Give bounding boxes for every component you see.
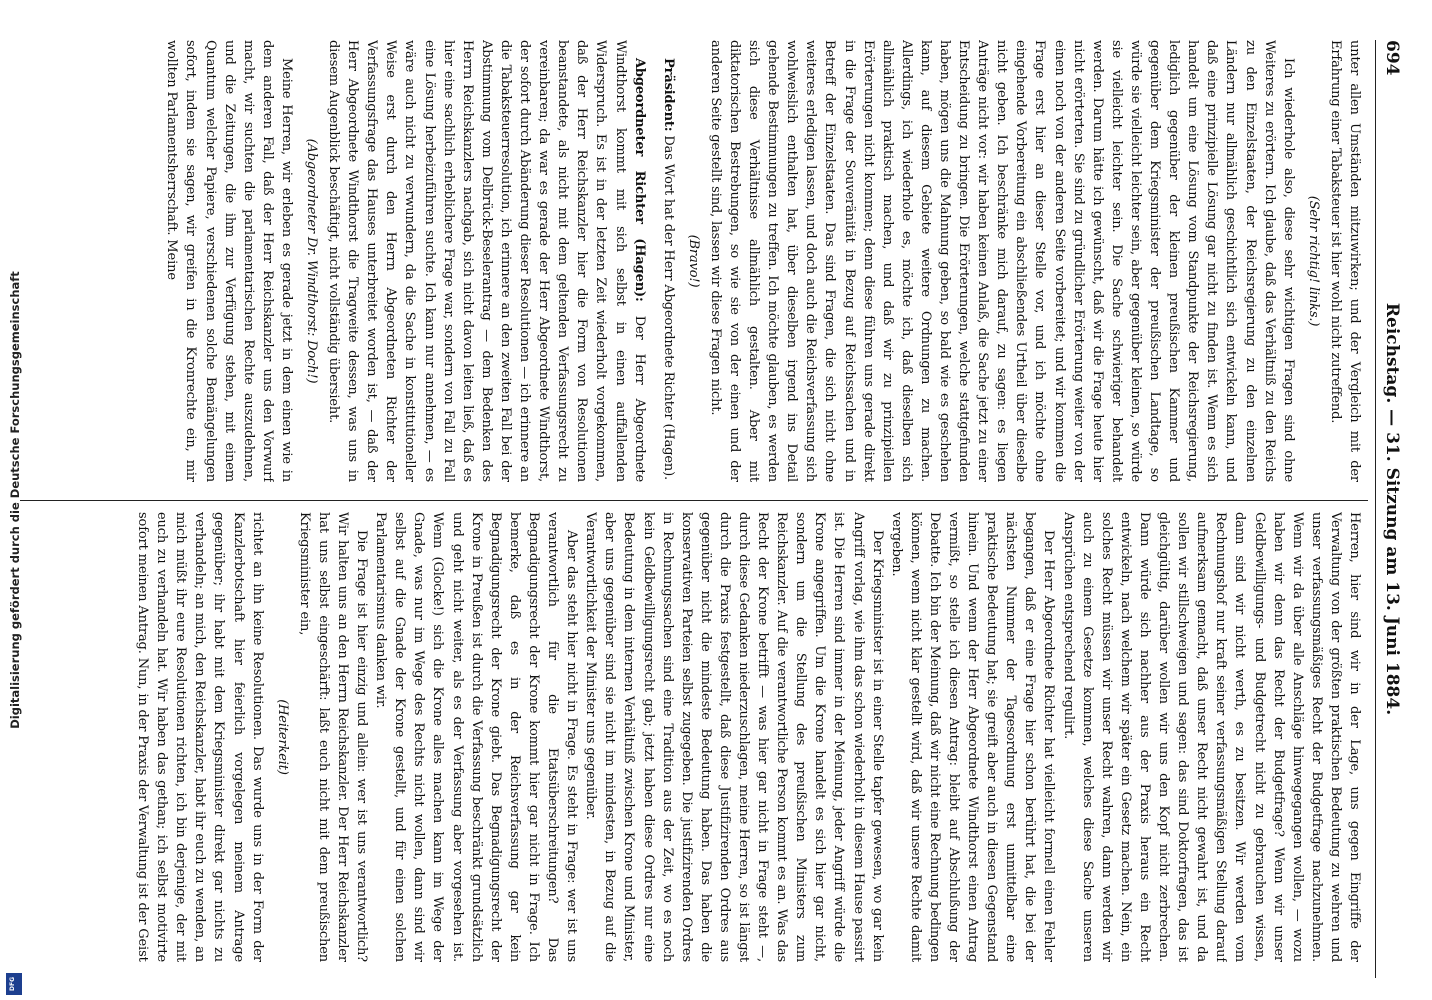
paragraph: richtet an ihn keine Resolutionen. Das wurde uns in der Form der Kanzlerbotschaft hier feierlich vorgelegen meinem Antrage gegenüber; ihr habt mit dem Kriegsminister direkt gar nichts zu verhandeln; an mich, den Reichskanzler, habt ihr euch zu wenden, an mich müßt ihr eure Resolutionen richten, ich bin derjenige, der mit euch zu verhandeln hat. Wir haben das gethan; ich selbst motivirte sofort meinen Antrag. Nun, in der Praxis der Verwaltung ist der Geist: [135, 512, 265, 962]
paragraph: unter allen Umständen mitzuwirken; und der Vergleich mit der Erfahrung einer Tabaksteuer ist hier wohl nicht zutreffend.: [1327, 40, 1362, 482]
speech-text: Der Herr Abgeordnete Windthorst kommt mit sich selbst in einen auffallenden Widerspruch. Es ist in der letzten Zeit wiederholt vorgekommen, daß der Herr Reichskanzler hier die Form von Resolutionen beanstandete, als nicht mit dem geltenden Verfassungsrecht zu vereinbaren; da war es gerade der Herr Abgeordnete Windthorst, der sofort durch Abänderung dieser Resolutionen — ich erinnere an die Tabaksteuerresolution, ich erinnere an den zweiten Fall bei der Abstimmung vom Delbrück-Beselerantrag — dem Bedenken des Herrn Reichskanzlers nachgab, sich nicht davon leiten ließ, daß es hier eine sachlich erheblichere Frage war, sondern von Fall zu Fall eine Lösung herbeizuführen suchte. Ich kann nur annehmen, — es wäre auch nicht zu verwundern, da die Sache in konstitutioneller Weise erst durch den Herrn Abgeordneten Richter der Verfassungsfrage das Hauses unterbreitet worden ist, — daß der Herr Abgeordnete Windthorst die Tragweite dessen, was uns in diesem Augenblick beschäftigt, nicht vollständig übersieht.: [326, 40, 647, 482]
paragraph: Die Frage ist hier einzig und allein: wer ist uns verantwortlich? Wir halten uns an den Herrn Reichskanzler. Der Herr Reichskanzler hat uns selbst eingeschärft: laßt euch nicht mit dem preußischen Kriegsminister ein,: [296, 512, 370, 962]
speaker-name: Abgeordneter Richter (Hagen):: [631, 58, 647, 302]
paragraph: Ich wiederhole also, diese sehr wichtigen Fragen sind ohne Weiteres zu erörtern. Ich glaube, daß das Verhältniß zu den Reichs zu den Einzelstaaten, der Reichsregierung zu den einzelnen Ländern nur allmählich geschichtlich sich entwickeln kann, und daß eine prinzipielle Lösung gar nicht zu finden ist. Wenn es sich handelt um eine Lösung vom Standpunkte der Reichsregierung, lediglich gegenüber der kleinen preußischen Kammer und gegenüber dem Kriegsminister der preußischen Landtage, so würde sie vielleicht leichter sein, aber gegenüber kleinen, so würde sie vielleicht leichter sein. Die Sache schwieriger behandelt werden. Darum hätte ich gewünscht, daß wir die Frage heute hier nicht erörterten. Sie sind zu gründlicher Erörterung weiter von der einen noch von der anderen Seite vorbereitet; und wir kommen die Frage erst hier an dieser Stelle vor, und ich möchte ohne eingehende Vorbereitung ein abschließendes Urtheil über dieselbe nicht geben. Ich beschränke mich darauf, zu sagen: es liegen Anträge nicht vor: wir haben keinen Anlaß, die Sache jetzt zu einer Entscheidung zu bringen. Die Erörterungen, welche stattgefunden haben, mögen uns die Mahnung geben, so bald wie es geschehen kann, auf diesem Gebiete weitere Ordnungen zu machen. Allerdings, ich wiederhole es, möchte ich, daß dieselben sich allmählich praktisch machen, und daß wir zu prinzipiellen Erörterungen nicht kommen; denn diese führen uns gerade direkt in die Frage der Souveränität in Bezug auf Reichssachen und in Betreff der Einzelstaaten. Das sind Fragen, die sich nicht ohne weiteres erledigen lassen, und doch auch die Reichsverfassung sich wohlweislich enthalten hat, über dieselben irgend ins Detail gehende Bestimmungen zu treffen. Ich möchte glauben, es werden sich diese Verhältnisse allmählich gestalten. Aber mit diktatorischen Bestrebungen, so wie sie von der einen und der anderen Seite gestellt sind, lassen wir diese Fragen nicht.: [707, 40, 1296, 482]
dfg-logo-icon: [5, 972, 23, 996]
speaker-paragraph: [659, 40, 678, 482]
speech-text: Das Wort hat der Herr Abgeordnete Richter (Hagen).: [660, 135, 676, 481]
interjection: (Abgeordneter Dr. Windthorst: Doch!): [304, 138, 320, 384]
column-divider: [20, 500, 1368, 501]
interjection: (Bravo!): [685, 234, 701, 288]
logo-text: DFG: [9, 976, 16, 992]
paragraph: Aber das steht hier nicht in Frage. Es steht in Frage: wer ist uns verantwortlich für die Etatsüberschreitungen? Das Begnadigungsrecht der Krone kommt hier gar nicht in Frage. Ich bemerke, daß es in der Reichsverfassung gar kein Begnadigungsrecht der Krone giebt. Das Begnadigungsrecht der Krone in Preußen ist durch die Verfassung beschränkt grundsätzlich und geht nicht weiter, als es der Verfassung aber vorgesehen ist. Wenn (Glocke!) sich die Krone alles machen kann im Wege der Gnade, was nur im Wege des Rechts nicht wollen, dann sind wir selbst auf die Gnade der Krone gestellt, und für einen solchen Parlamentarismus danken wir.: [373, 512, 580, 962]
paragraph: Meine Herren, wir erleben es gerade jetzt in dem einen wie in dem anderen Fall, daß der Herr Reichskanzler uns den Vorwurf macht, wir suchten die parlamentarischen Rechte auszudehnen, und die Zeitungen, die ihm zur Verfügung stehen, mit einem Quantum welcher Papiere, verschiedenen solche Bemängelungen sofort, indem sie sagen, wir greifen in die Kronrechte ein, mir wollten Parlamentsherrschaft. Meine: [164, 40, 294, 482]
page-number: 694: [1382, 40, 1402, 76]
page-header: [1376, 40, 1402, 978]
digitization-credit: [8, 0, 22, 1000]
credit-text: Digitalisierung gefördert durch die Deutsche Forschungsgemeinschaft: [8, 271, 22, 729]
paragraph: Der Herr Abgeordnete Richter hat vielleicht formell einen Fehler begangen, daß er eine Frage hier schon berührt hat, die bei der nächsten Nummer der Tagesordnung erst unmittelbar eine praktische Bedeutung hat; sie greift aber auch in diesen Gegenstand hinein. Und wenn der Herr Abgeordnete Windthorst einen Antrag vermißt, so stelle ich diesen Antrag: bleibt auf Abschlußung der Debatte. Ich bin der Meinung, daß wir nicht eine Rechnung bedingen können, wenn nicht klar gestellt wird, daß wir unsere Rechte damit vergeben.: [888, 512, 1057, 962]
interjection: (Sehr richtig! links.): [1305, 195, 1321, 327]
right-column: [14, 512, 1364, 962]
running-title: Reichstag. — 31. Sitzung am 13. Juni 1884.: [1382, 302, 1402, 716]
paragraph: Der Kriegsminister ist in einer Stelle tapfer gewesen, wo gar kein Angriff vorlag, wie ihm das schon wiederholt in diesem Hause passirt ist. Die Herren sind immer in der Meinung, jeder Angriff würde die Krone angegriffen. Um die Krone handelt es sich hier gar nicht, sondern um die Stellung des preußischen Ministers zum Reichskanzler. Auf die verantwortliche Person kommt es an. Was das Recht der Krone betrifft — was hier gar nicht in Frage steht —, durch diese Gedanken niederzuschlagen, meine Herren, so ist längst durch die Praxis festgestellt, daß diese Justifizirenden Ordres aus gegenüber nicht die mindeste Bedeutung haben. Das haben die konservativen Parteien selbst zugegeben. Die justifizirenden Ordres in Rechnungssachen sind eine Tradition aus der Zeit, wo es noch kein Geldbewilligungsrecht gab; jetzt haben diese Ordres nur eine Bedeutung in dem internen Verhältniß zwischen Krone und Minister, aber uns gegenüber sind sie nicht im mindesten, in Bezug auf die Verantwortlichkeit der Minister uns gegenüber.: [583, 512, 885, 962]
speaker-paragraph: [324, 40, 649, 482]
header-rule: [1375, 40, 1376, 978]
speaker-name: Präsident:: [660, 58, 676, 132]
left-column: [14, 40, 1364, 482]
interjection: (Heiterkeit): [274, 699, 290, 775]
paragraph: Herren, hier sind wir in der Lage, uns gegen Eingriffe der Verwaltung von der größten praktischen Bedeutung zu wehren und unser verfassungsmäßiges Recht der Budgetfrage nachzunehmen. Wenn wir da über alle Anschläge hinwegegangen wollen, — wozu haben wir denn das Recht der Budgetfrage? Wenn wir unser Geldbewilligungs- und Budgetrecht nicht zu gebrauchen wissen, dann sind wir nicht werth, es zu besitzen. Wir werden vom Rechnungshof nur kraft seiner verfassungsmäßigen Stellung darauf aufmerksam gemacht, daß unser Recht nicht gewahrt ist, und da sollen wir stillschweigen und sagen: das sind Doktorfragen, das ist gleichgültig, darüber wollen wir uns den Kopf nicht zerbrechen. Dann würde sich nachher aus der Praxis heraus ein Recht entwickeln, nach welchem wir später ein Gesetz machen. Nein, ein solches Recht müssen wir unser Recht wahren, dann werden wir auch zu einem Gesetze kommen, welches diese Sache unseren Ansprüchen entsprechend regulirt.: [1060, 512, 1362, 962]
